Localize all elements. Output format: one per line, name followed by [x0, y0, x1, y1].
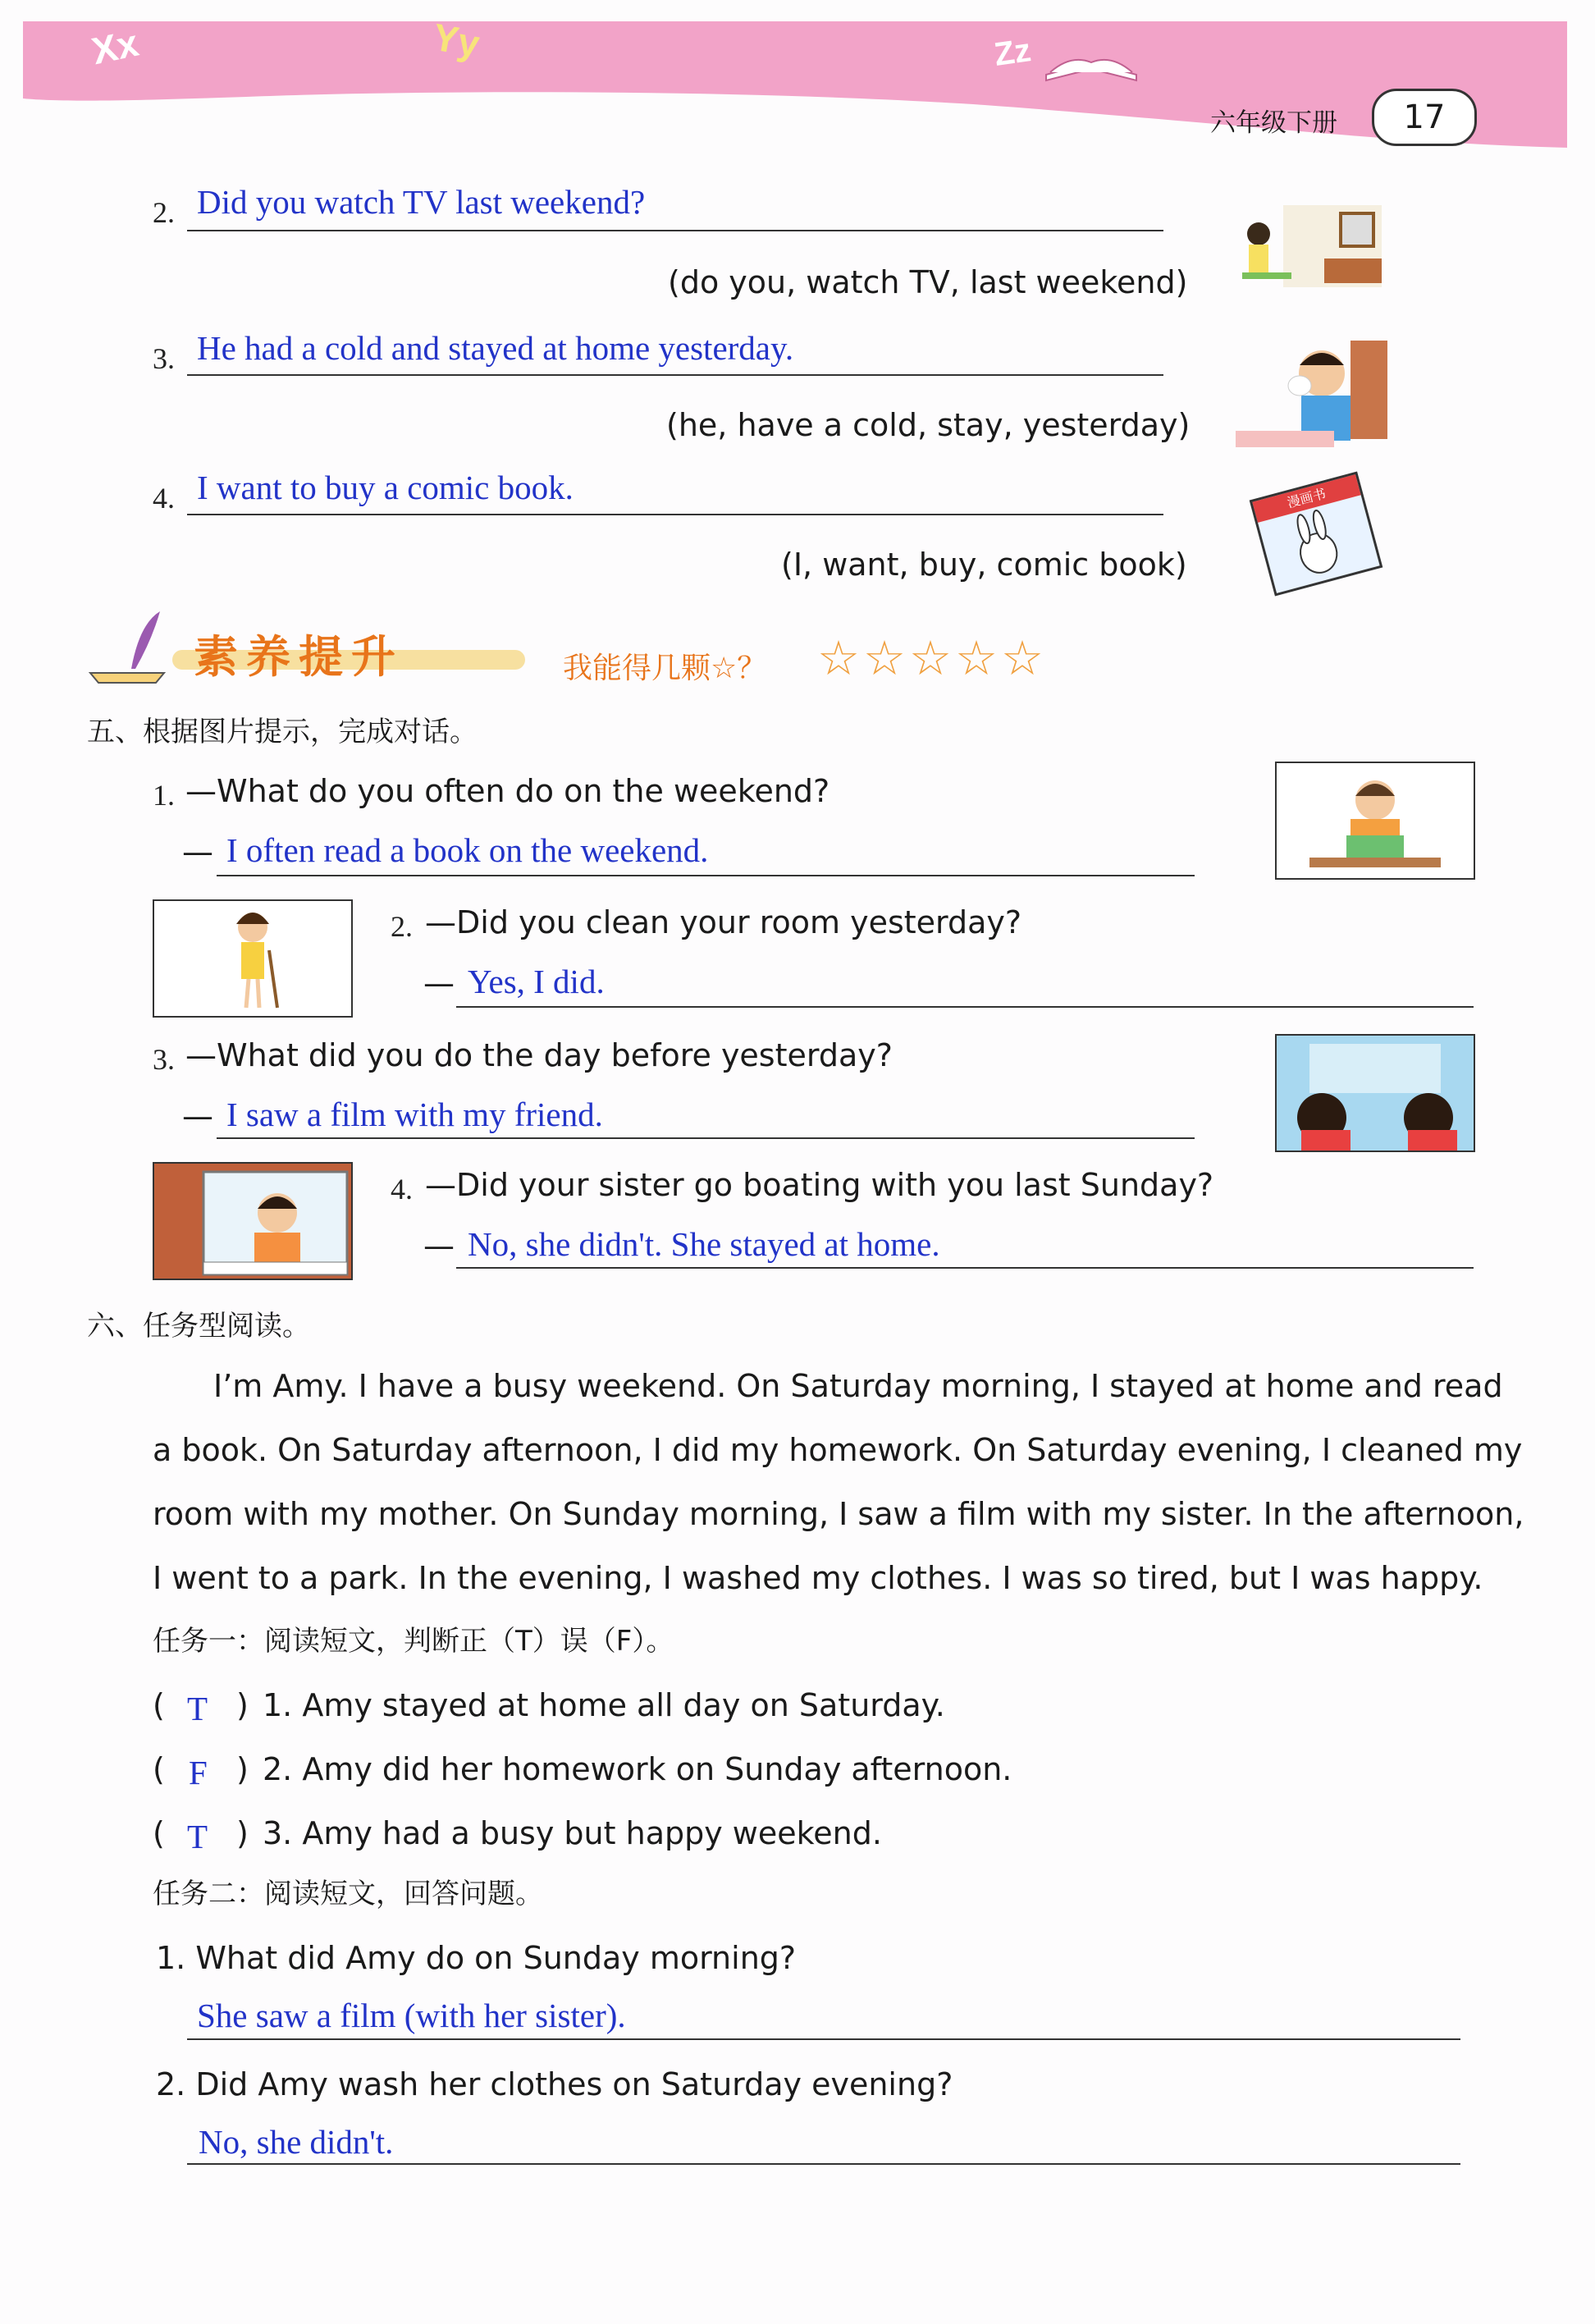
girl-at-window-picture: [153, 1162, 353, 1280]
hint-text: (he, have a cold, stay, yesterday): [666, 407, 1191, 443]
statement-text: 2. Amy did her homework on Sunday afternoon.: [263, 1751, 1012, 1787]
banner-title: 素养提升: [194, 631, 404, 683]
section6-title: 六、任务型阅读。: [87, 1310, 310, 1343]
item-number: 4.: [391, 1173, 413, 1205]
bracket-open: (: [153, 1751, 165, 1787]
answer-text: No, she didn't. She stayed at home.: [468, 1225, 940, 1263]
reading-passage: [153, 1354, 1524, 1610]
answer-line: [187, 2163, 1460, 2165]
page-header: [0, 0, 1595, 164]
literacy-banner: [82, 607, 1149, 698]
bracket-close: ): [236, 1815, 249, 1851]
hint-text: (I, want, buy, comic book): [781, 547, 1187, 583]
deco-letter-x: Xx: [88, 21, 143, 73]
bracket-open: (: [153, 1687, 165, 1723]
answer-text: She saw a film (with her sister).: [197, 1997, 626, 2034]
question-text: —Did you clean your room yesterday?: [425, 904, 1022, 940]
item-number: 3.: [153, 342, 175, 375]
star-icon[interactable]: ☆: [1001, 630, 1047, 686]
star-icon[interactable]: ☆: [909, 630, 955, 686]
section5-title: 五、根据图片提示，完成对话。: [87, 716, 478, 748]
cinema-picture: [1275, 1034, 1475, 1152]
boy-reading-picture: [1275, 762, 1475, 880]
answer-text: I want to buy a comic book.: [197, 469, 574, 506]
header-wave: [0, 0, 1595, 164]
answer-line: [187, 514, 1163, 515]
deco-letter-y: Yy: [429, 15, 483, 66]
comic-book-picture: [1250, 471, 1383, 596]
answer-text: He had a cold and stayed at home yesterday.: [197, 329, 794, 367]
star-icon[interactable]: ☆: [955, 630, 1001, 686]
boy-with-cold-picture: [1236, 336, 1392, 451]
bracket-close: ): [236, 1687, 249, 1723]
item-number: 3.: [153, 1043, 175, 1076]
book-icon: [1042, 30, 1140, 87]
item-number: 2.: [153, 196, 175, 229]
task2-title: 任务二：阅读短文，回答问题。: [153, 1878, 543, 1910]
answer-text: I often read a book on the weekend.: [226, 831, 709, 869]
passage-line: I went to a park. In the evening, I washed my clothes. I was so tired, but I was happy.: [153, 1560, 1483, 1596]
deco-letter-z: Zz: [992, 32, 1034, 73]
statement-text: 3. Amy had a busy but happy weekend.: [263, 1815, 882, 1851]
answer-text: Did you watch TV last weekend?: [197, 183, 646, 221]
tf-answer[interactable]: T: [187, 1818, 208, 1855]
page-number: 17: [1403, 98, 1446, 136]
hint-text: (do you, watch TV, last weekend): [668, 264, 1188, 300]
task1-title: 任务一：阅读短文，判断正（T）误（F）。: [153, 1625, 674, 1658]
answer-line: [217, 1137, 1195, 1139]
passage-line: a book. On Saturday afternoon, I did my homework. On Saturday evening, I cleaned my: [153, 1432, 1523, 1468]
star-icon[interactable]: ☆: [817, 630, 863, 686]
grade-label: 六年级下册: [1210, 108, 1337, 138]
item-number: 2.: [391, 910, 413, 943]
question-text: 1. What did Amy do on Sunday morning?: [156, 1940, 797, 1976]
item-number: 4.: [153, 482, 175, 515]
answer-line: [187, 374, 1163, 376]
answer-text: I saw a film with my friend.: [226, 1096, 603, 1133]
answer-text: Yes, I did.: [468, 963, 605, 1000]
answer-dash: —: [423, 965, 455, 1001]
passage-line: I’m Amy. I have a busy weekend. On Saturday morning, I stayed at home and read: [213, 1368, 1503, 1404]
item-number: 1.: [153, 779, 175, 812]
tf-answer[interactable]: T: [187, 1690, 208, 1727]
answer-dash: —: [423, 1228, 455, 1264]
question-text: —Did your sister go boating with you last Sunday?: [425, 1167, 1214, 1203]
answer-dash: —: [182, 834, 213, 870]
bracket-open: (: [153, 1815, 165, 1851]
answer-line: [187, 230, 1163, 231]
feather-pen-icon: [82, 607, 172, 689]
answer-line: [187, 2038, 1460, 2040]
star-icon[interactable]: ☆: [863, 630, 909, 686]
rating-stars: [817, 630, 1047, 686]
question-text: —What did you do the day before yesterday?: [185, 1037, 893, 1073]
passage-line: room with my mother. On Sunday morning, I saw a film with my sister. In the afternoon,: [153, 1496, 1524, 1532]
answer-line: [456, 1006, 1474, 1008]
answer-text: No, she didn't.: [199, 2123, 394, 2161]
page-number-box: [1372, 89, 1477, 146]
answer-line: [217, 875, 1195, 876]
boy-watching-tv-picture: [1234, 197, 1390, 295]
question-text: —What do you often do on the weekend?: [185, 773, 830, 809]
statement-text: 1. Amy stayed at home all day on Saturday.: [263, 1687, 945, 1723]
question-text: 2. Did Amy wash her clothes on Saturday evening?: [156, 2066, 953, 2102]
girl-sweeping-picture: [153, 899, 353, 1018]
comic-cover-text: 漫画书: [1285, 485, 1328, 511]
bracket-close: ): [236, 1751, 249, 1787]
tf-answer[interactable]: F: [189, 1754, 208, 1791]
rating-label: 我能得几颗☆？: [563, 652, 767, 685]
answer-dash: —: [182, 1098, 213, 1134]
answer-line: [456, 1267, 1474, 1269]
